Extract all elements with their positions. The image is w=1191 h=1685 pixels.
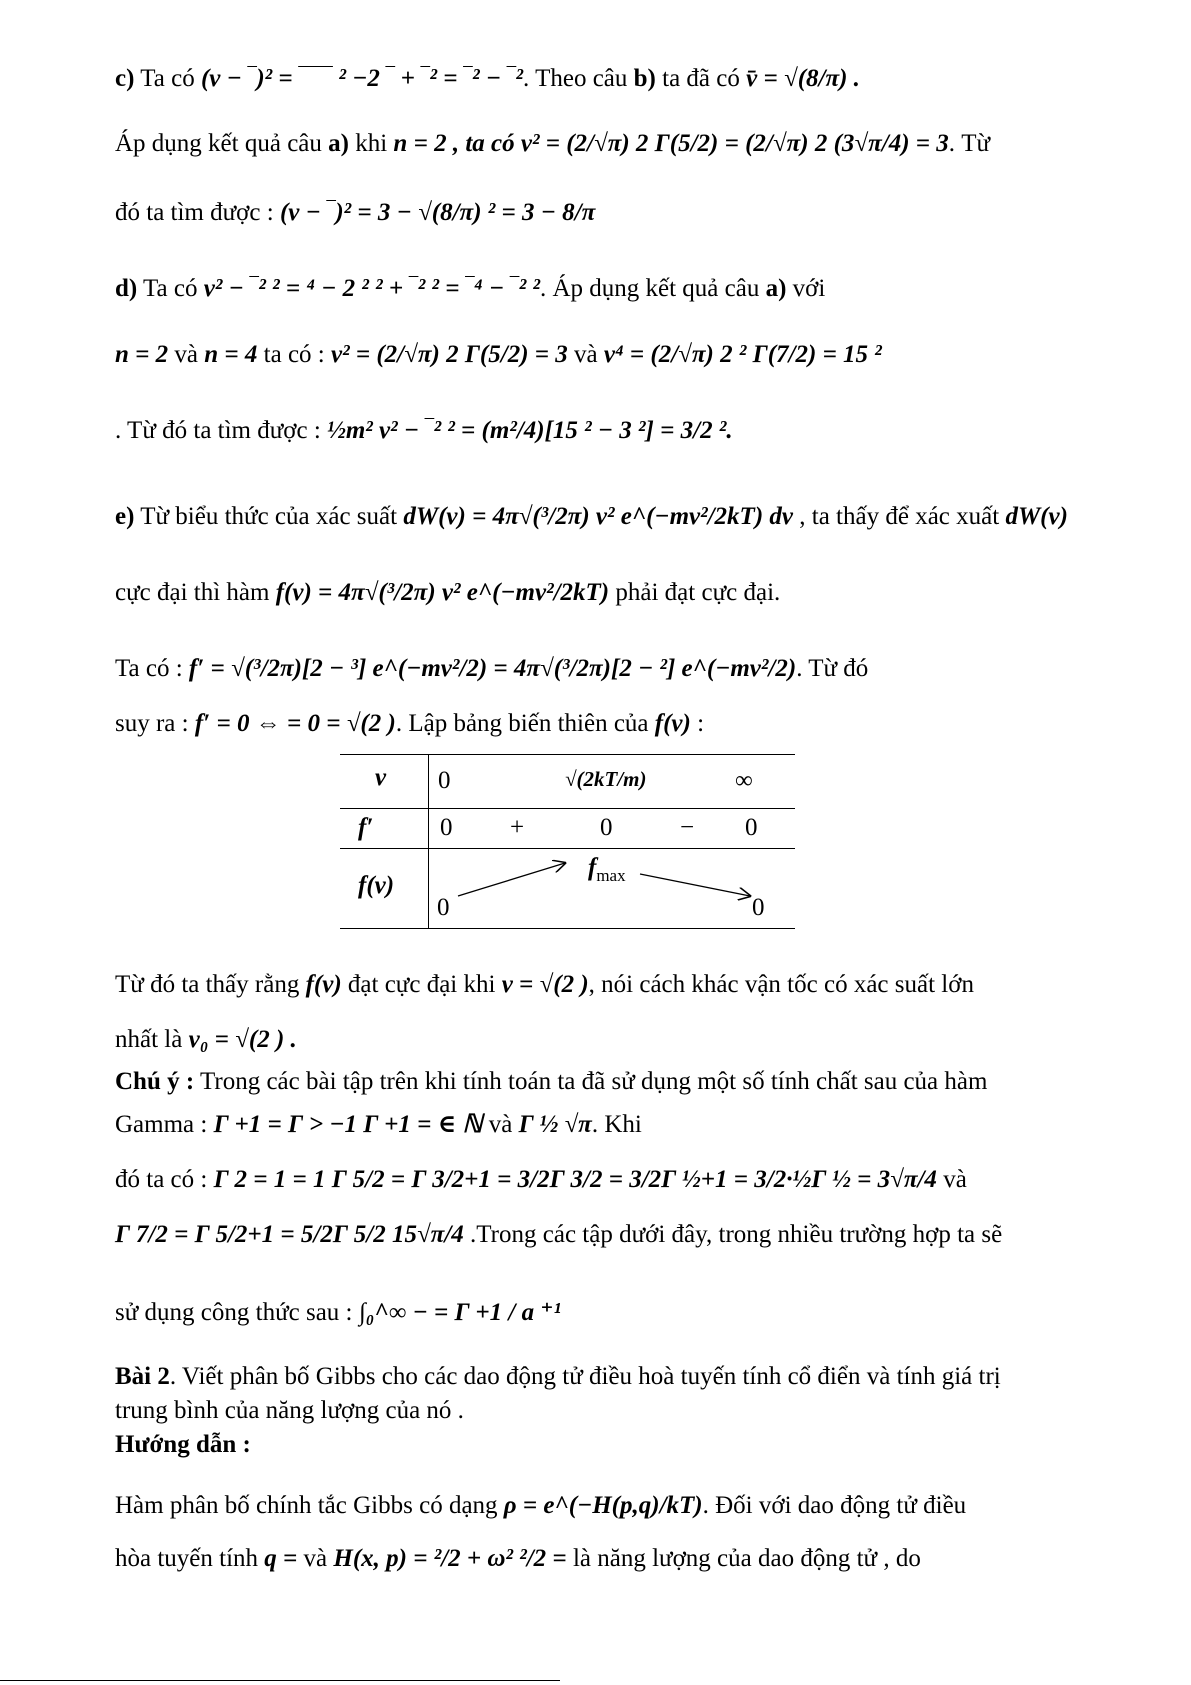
line-note1: Chú ý : Trong các bài tập trên khi tính toán ta đã sử dụng một số tính chất sau của hàm	[115, 1068, 988, 1095]
equation: v₀ = √(2 ) .	[188, 1026, 297, 1053]
exercise-label: Bài 2	[115, 1363, 170, 1390]
equation: dW(v) = 4π√(³/2π) v² e^(−mv²/2kT) dv	[403, 503, 794, 530]
equation: Γ 2 = 1 = 1 Γ 5/2 = Γ 3/2+1 = 3/2Γ 3/2 = 3/2Γ ½+1 = 3/2·½Γ ½ = 3√π/4	[213, 1166, 937, 1193]
line-bai2b: trung bình của năng lượng của nó .	[115, 1397, 464, 1424]
equation: Γ +1 = Γ > −1 Γ +1 = ∈ ℕ	[213, 1111, 483, 1138]
line-bai2a: Bài 2. Viết phân bố Gibbs cho các dao động tử điều hoà tuyến tính cổ điển và tính giá trị	[115, 1363, 1001, 1390]
line-e5: Từ đó ta thấy rằng f(v) đạt cực đại khi v = √(2 ), nói cách khác vận tốc có xác suất lớn	[115, 971, 974, 998]
equation: ½m² v² − ‾² ² = (m²/4)[15 ² − 3 ²] = 3/2 ².	[327, 417, 733, 444]
line-c2: Áp dụng kết quả câu a) khi n = 2 , ta có v² = (2/√π) 2 Γ(5/2) = (2/√π) 2 (3√π/4) = 3. Từ	[115, 130, 991, 157]
variation-table: v 0 √(2kT/m) ∞ f′ 0 + 0 − 0 f(v) 0 $f_{max}$ 0	[340, 754, 795, 929]
line-guide	[115, 1428, 1135, 1462]
equation: f′ = 0 ⇔ = 0 = √(2 )	[194, 710, 396, 737]
part-label-e: e)	[115, 503, 135, 530]
guide-heading: Hướng dẫn :	[115, 1431, 251, 1458]
line-e1: e) Từ biểu thức của xác suất dW(v) = 4π√(³/2π) v² e^(−mv²/2kT) dv , ta thấy để xác xuất dW(v)	[115, 503, 1068, 530]
equation: v⁴ = (2/√π) 2 ² Γ(7/2) = 15 ²	[603, 341, 882, 368]
equation: (v − ‾)² = ‾‾‾‾ ² −2 ‾ + ‾² = ‾² − ‾²	[200, 65, 524, 92]
equation: H(x, p) = ²/2 + ω² ²/2 =	[333, 1545, 567, 1572]
table-label-v: v	[375, 764, 387, 791]
note-label: Chú ý :	[115, 1068, 195, 1095]
line-note4: Γ 7/2 = Γ 5/2+1 = 5/2Γ 5/2 15√π/4 .Trong các tập dưới đây, trong nhiều trường hợp ta sẽ	[115, 1221, 1003, 1248]
line-c3: đó ta tìm được : (v − ‾)² = 3 − √(8/π) ² = 3 − 8/π	[115, 199, 596, 226]
line-note3: đó ta có : Γ 2 = 1 = 1 Γ 5/2 = Γ 3/2+1 = 3/2Γ 3/2 = 3/2Γ ½+1 = 3/2·½Γ ½ = 3√π/4 và	[115, 1166, 967, 1193]
equation: v = √(2 )	[501, 971, 589, 998]
line-c1: c) Ta có (v − ‾)² = ‾‾‾‾ ² −2 ‾ + ‾² = ‾² − ‾². Theo câu b) ta đã có v̄ = √(8/π) .	[115, 65, 860, 92]
line-e2: cực đại thì hàm f(v) = 4π√(³/2π) v² e^(−mv²/2kT) phải đạt cực đại.	[115, 579, 781, 606]
footer-rule	[0, 1680, 560, 1681]
equation: v̄ = √(8/π) .	[746, 65, 860, 92]
line-e4: suy ra : f′ = 0 ⇔ = 0 = √(2 ). Lập bảng biến thiên của f(v) :	[115, 710, 705, 737]
table-label-fv: f(v)	[358, 872, 395, 899]
line-e6: nhất là v₀ = √(2 ) .	[115, 1026, 297, 1053]
table-label-fprime: f′	[358, 814, 374, 841]
line-d1: d) Ta có v² − ‾² ² = ⁴ − 2 ² ² + ‾² ² = ‾⁴ − ‾² ². Áp dụng kết quả câu a) với	[115, 275, 826, 302]
equation: f′ = √(³/2π)[2 − ³] e^(−mv²/2) = 4π√(³/2π)[2 − ²] e^(−mv²/2)	[188, 655, 797, 682]
line-note2: Gamma : Γ +1 = Γ > −1 Γ +1 = ∈ ℕ và Γ ½ √π. Khi	[115, 1111, 642, 1138]
part-label-c: c)	[115, 65, 135, 92]
part-label-d: d)	[115, 275, 138, 302]
equation: (v − ‾)² = 3 − √(8/π) ² = 3 − 8/π	[279, 199, 596, 226]
variation-arrows	[340, 848, 795, 928]
equation: v² = (2/√π) 2 Γ(5/2) = 3	[331, 341, 568, 368]
line-note5: sử dụng công thức sau : ∫₀^∞ − = Γ +1 / a ⁺¹	[115, 1299, 562, 1326]
equation: ρ = e^(−H(p,q)/kT)	[503, 1492, 703, 1519]
line-g1: Hàm phân bố chính tắc Gibbs có dạng ρ = e^(−H(p,q)/kT). Đối với dao động tử điều	[115, 1492, 967, 1519]
line-d3: . Từ đó ta tìm được : ½m² v² − ‾² ² = (m²/4)[15 ² − 3 ²] = 3/2 ².	[115, 417, 733, 444]
equation: Γ 7/2 = Γ 5/2+1 = 5/2Γ 5/2 15√π/4	[115, 1221, 464, 1248]
equation: v² − ‾² ² = ⁴ − 2 ² ² + ‾² ² = ‾⁴ − ‾² ²	[203, 275, 540, 302]
equation: ∫₀^∞ − = Γ +1 / a ⁺¹	[358, 1299, 562, 1326]
equation: f(v) = 4π√(³/2π) v² e^(−mv²/2kT)	[275, 579, 610, 606]
line-d2: n = 2 và n = 4 ta có : v² = (2/√π) 2 Γ(5/2) = 3 và v⁴ = (2/√π) 2 ² Γ(7/2) = 15 ²	[115, 341, 882, 368]
line-e3: Ta có : f′ = √(³/2π)[2 − ³] e^(−mv²/2) = 4π√(³/2π)[2 − ²] e^(−mv²/2). Từ đó	[115, 655, 869, 682]
line-g2: hòa tuyến tính q = và H(x, p) = ²/2 + ω² ²/2 = là năng lượng của dao động tử , do	[115, 1545, 921, 1572]
fmax-label: $f_{max}$	[588, 854, 626, 885]
equation: n = 2 , ta có v² = (2/√π) 2 Γ(5/2) = (2/√π) 2 (3√π/4) = 3	[393, 130, 949, 157]
